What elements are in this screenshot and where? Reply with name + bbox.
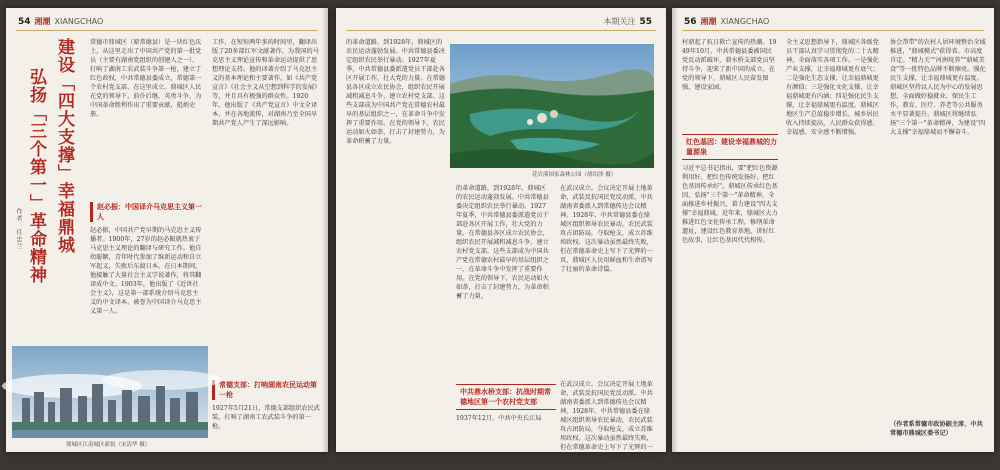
page-header (603, 16, 652, 27)
page2-column-mid (456, 184, 552, 374)
column-name: 本期关注 (603, 17, 636, 26)
author-note: （作者系常德市政协副主席、中共常德市鼎城区委书记） (890, 421, 983, 437)
magazine-logo: 湘潮 (700, 17, 717, 26)
page-number: 56 (684, 16, 697, 27)
page3-col2-text: 全主义思想指导下，鼎城区各级党员干部认真学习贯彻党的二十大精神，全面落实各项工作。一是强化产业支撑，让幸福鼎城更有底气；二是强化生态支撑，让幸福鼎城更有颜值；三是强化文化支撑，让幸福鼎城更有内涵；四是强化民生支撑，让幸福鼎城更有温度。鼎城区地区生产总值稳步增长，城乡居民收入持续提高，人民群众获得感、幸福感、安全感不断增强。 (786, 39, 879, 136)
page2-col3-text: 在武汉成立。会议决定开展土地革命，武装反抗国民党反动派。中共湖南省委派人到常德传达会议精神。1928年，中共常德县委在鼎城区组织领导农民暴动，农民武装攻占团防局，夺取枪支，成立苏维埃政权。这次暴动虽然最终失败，但在常德革命史上写下了光辉的一页，鼎城区人民用鲜血和生命谱写了壮丽的革命诗篇。 (560, 185, 653, 273)
lake-forest-photo (450, 44, 654, 168)
page2-col3b-text: 在武汉成立。会议决定开展土地革命，武装反抗国民党反动派。中共湖南省委派人到常德传达会议精神。1928年，中共常德县委在鼎城区组织领导农民暴动，农民武装攻占团防局，夺取枪支，成立苏维埃政权。这次暴动虽然最终失败，但在常德革命史上写下了光辉的一页，鼎城区人民用鲜血和生命谱写了壮丽的革命诗篇。 (560, 381, 653, 469)
section-3-title: 中共鼎水桥支部：抗战时期常德地区第一个农村党支部 (456, 384, 556, 410)
page-gutter-shadow (672, 8, 678, 452)
section-1 (90, 198, 204, 338)
article-title-line2: 弘扬「三个第一」革命精神 (26, 68, 46, 284)
article-title-line1: 建设「四大支撑」幸福鼎城 (54, 38, 74, 254)
magazine-pinyin: XIANGCHAO (720, 17, 770, 26)
article-author: 作者：任忠兰 (15, 208, 22, 250)
magazine-pinyin: XIANGCHAO (54, 17, 104, 26)
section-4-text: 习近平总书记指出，要"把红色资源利用好、把红色传统发扬好、把红色基因传承好"。鼎城区传承红色基因，弘扬"三个第一"革命精神，全面推进乡村振兴，着力建设"四大支撑"幸福鼎城。近年来，鼎城区大力推进红色文化传承工程，修缮革命遗址，建设红色教育基地，讲好红色故事，让红色基因代代相传。 (682, 165, 778, 244)
page2-column-left (346, 38, 446, 438)
section-2-text: 1927年5月21日，常德支部组织农民武装，打响了湖南工农武装斗争的第一枪。 (212, 405, 320, 430)
photo-1-caption: 鼎城区江南城区新貌（宋清华 摄） (66, 442, 151, 448)
page-header (684, 16, 769, 27)
page2-col1-text: 的革命道路，到1928年，鼎城区的农民运动蓬勃发展。中共常德县委决定组织农民举行暴动。1927年夏季，中共常德县委派遣党员干部赴各区开展工作，壮大党的力量。在常德县各区成立农民协会，组织农民开展减租减息斗争，建立农村党支部。这些支部成为中国共产党在常德农村最早的基层组织之一，在革命斗争中发挥了重要作用。在党的领导下，农民运动如火如荼，打击了封建势力，为革命积蓄了力量。 (346, 39, 445, 145)
page2-column-right-bottom (560, 380, 656, 469)
page-gutter-shadow (322, 8, 328, 452)
section-2-title: 常德支部：打响湖南农民运动第一枪 (212, 380, 320, 400)
page3-column-mid (786, 38, 882, 442)
magazine-page-56 (672, 8, 994, 452)
section-3 (456, 380, 556, 446)
section-3-text: 1937年12月，中共中央长江局 (456, 415, 542, 422)
magazine-page-54 (6, 8, 328, 452)
page-header (18, 16, 103, 27)
page2-column-right (560, 184, 656, 374)
intro-right-text: 工作，在短短两年多的时间里，翻译出版了20多部红军文献著作，为我国的马克思主义理论宣传和革命运动提供了思想理论支持。他的译著介绍了马克思主义的基本理论和主要著作，如《共产党宣言》《社会主义从空想到科学的发展》等，并且具有极强的群众性。1920年，他出版了《共产党宣言》中文全译本，并在各地流传，对湖南乃至全国早期共产党人产生了深远影响。 (212, 39, 319, 127)
photo-2-caption: 花岩溪国家森林公园（胡绍泽 摄） (532, 172, 617, 178)
city-skyline-photo (12, 346, 208, 438)
page-number: 54 (18, 16, 31, 27)
page3-column-left (682, 38, 778, 442)
page3-column-right (890, 38, 986, 418)
section-4-title: 红色基因：建设幸福鼎城的力量源泉 (682, 134, 778, 160)
header-rule (346, 30, 656, 31)
section-1-text: 赵必振，中国共产党早期的马克思主义传播者。1900年，27岁的赵必振就热衷于马克思主义理论的翻译与研究工作。他自幼聪颖，青年时代参加了维新运动和自立军起义，失败后东渡日本。在日本期间，他接触了大量社会主义学说著作，将其翻译成中文。1903年，他出版了《近世社会主义》，这是第一部系统介绍马克思主义的中文译本，被誉为中国译介马克思主义第一人。 (90, 227, 202, 315)
magazine-logo: 湘潮 (34, 17, 51, 26)
page3-col3-text: 协会帮带"的农村人居环境整治全域推进，"鼎城模式"获得省、市高度肯定。"精力关""河洲垸养""鼎城美食"等一批特色品牌不断擦亮。强化民生支撑，让幸福鼎城更有温度。鼎城区坚持以人民为中心的发展思想，全面做好稳就业、保民生工作，教育、医疗、养老等公共服务水平显著提升。鼎城区将继续弘扬"三个第一"革命精神，为建设"四大支撑"幸福鼎城而不懈奋斗。 (890, 39, 986, 136)
header-rule (16, 30, 318, 31)
article-intro: 常德市鼎城区（原常德县）是一块红色沃土，从这里走出了中国共产党的第一批党员（主要有湖南党组织的创建人之一）、打响了湖南工农武装斗争第一枪，建立了红色政权，中共常德县委成立，常德第一个农村党支部，在这里成立。鼎城区人民在党的领导下，前仆后继，英勇斗争，为中国革命胜利作出了重要贡献，彪炳史册。 (90, 39, 202, 118)
page1-column-right (212, 38, 320, 398)
header-rule (682, 30, 984, 31)
page2-col2-text: 的革命道路，到1928年，鼎城区的农民运动蓬勃发展。中共常德县委决定组织农民举行暴动。1927年夏季，中共常德县委派遣党员干部赴各区开展工作，壮大党的力量。在常德县各区成立农民协会，组织农民开展减租减息斗争，建立农村党支部。这些支部成为中国共产党在常德农村最早的基层组织之一，在革命斗争中发挥了重要作用。在党的领导下，农民运动如火如荼，打击了封建势力，为革命积蓄了力量。 (456, 185, 549, 300)
section-1-title: 赵必振：中国译介马克思主义第一人 (90, 202, 204, 222)
page-number: 55 (639, 16, 652, 27)
lake-forest-illustration (450, 44, 654, 168)
city-skyline-illustration (12, 346, 208, 438)
magazine-page-55 (336, 8, 666, 469)
page3-col1-text: 村鼎起了抗日救亡宣传的热潮。1949年10月，中共常德县委被国民党反动派破坏，鼎水桥支部党员坚持斗争，迎来了新中国的成立。在党的领导下，鼎城区人民奋发图强，建设家园。 (682, 39, 777, 91)
section-2 (212, 376, 320, 446)
